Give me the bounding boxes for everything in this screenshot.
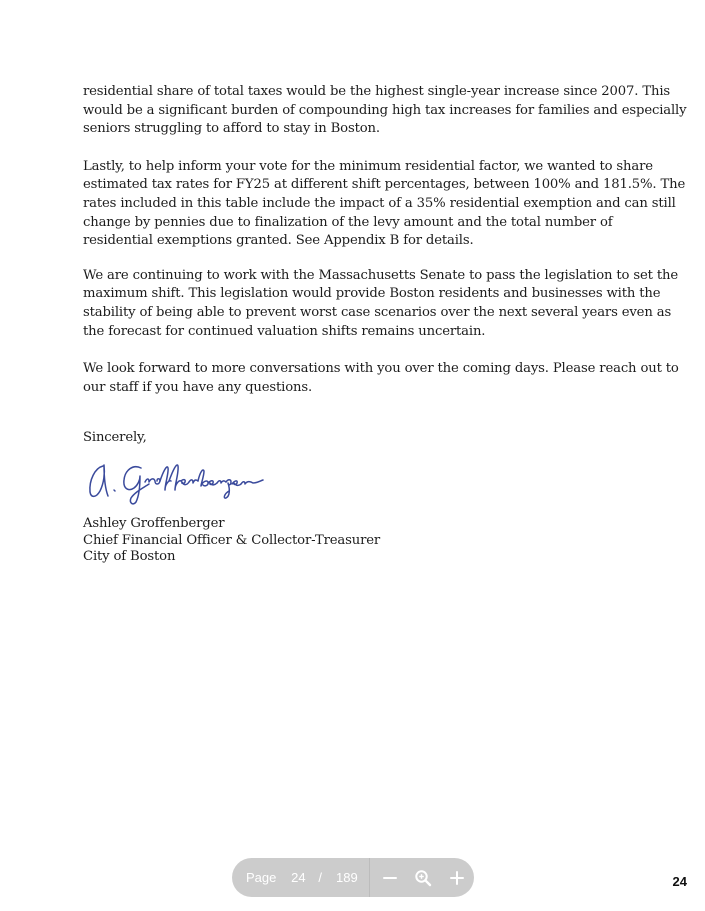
current-page-input[interactable]	[282, 868, 314, 888]
closing-salutation: Sincerely,	[83, 430, 147, 446]
signature-image	[83, 456, 268, 506]
total-pages: 189	[336, 870, 358, 885]
zoom-out-button[interactable]	[373, 858, 407, 897]
text-line: We look forward to more conversations with you over the coming days. Please reach out to	[83, 361, 679, 377]
plus-icon	[450, 871, 464, 885]
toolbar-divider	[369, 858, 370, 897]
text-line: residential share of total taxes would be the highest single-year increase since 2007. This	[83, 84, 671, 99]
signer-name: Ashley Groffenberger	[83, 516, 225, 531]
paragraph-2	[83, 158, 686, 251]
text-line: rates included in this table include the impact of a 35% residential exemption and can still	[83, 195, 676, 211]
text-line: We are continuing to work with the Massachusetts Senate to pass the legislation to set the	[83, 267, 678, 283]
text-line: Lastly, to help inform your vote for the minimum residential factor, we wanted to share	[83, 158, 653, 174]
text-line: seniors struggling to afford to stay in Boston.	[83, 121, 380, 137]
text-line: maximum shift. This legislation would provide Boston residents and businesses with the	[83, 286, 661, 302]
text-line: estimated tax rates for FY25 at different shift percentages, between 100% and 181.5%. The	[83, 177, 686, 193]
text-line: our staff if you have any questions.	[83, 379, 312, 395]
page-separator: /	[318, 870, 322, 885]
zoom-in-button[interactable]	[440, 858, 474, 897]
text-line: stability of being able to prevent worst case scenarios over the next several years even as	[83, 304, 672, 320]
text-line: residential exemptions granted. See Appendix B for details.	[83, 233, 474, 249]
magnifier-icon	[414, 869, 432, 887]
zoom-fit-button[interactable]	[406, 858, 440, 897]
text-line: change by pennies due to finalization of the levy amount and the total number of	[83, 214, 613, 230]
paragraph-3	[83, 267, 678, 341]
minus-icon	[383, 871, 397, 885]
paragraph-4	[83, 360, 679, 397]
letter-body	[83, 83, 687, 448]
text-line: the forecast for continued valuation shifts remains uncertain.	[83, 323, 486, 339]
signer-block	[83, 516, 380, 566]
paragraph-1	[83, 83, 687, 139]
page-label: Page	[246, 870, 277, 885]
page-number: 24	[672, 874, 687, 889]
text-line: would be a significant burden of compounding high tax increases for families and especially	[83, 102, 687, 118]
signer-title: Chief Financial Officer & Collector-Treasurer	[83, 532, 381, 548]
signer-organization: City of Boston	[83, 549, 176, 565]
pdf-viewer-toolbar	[232, 858, 474, 897]
